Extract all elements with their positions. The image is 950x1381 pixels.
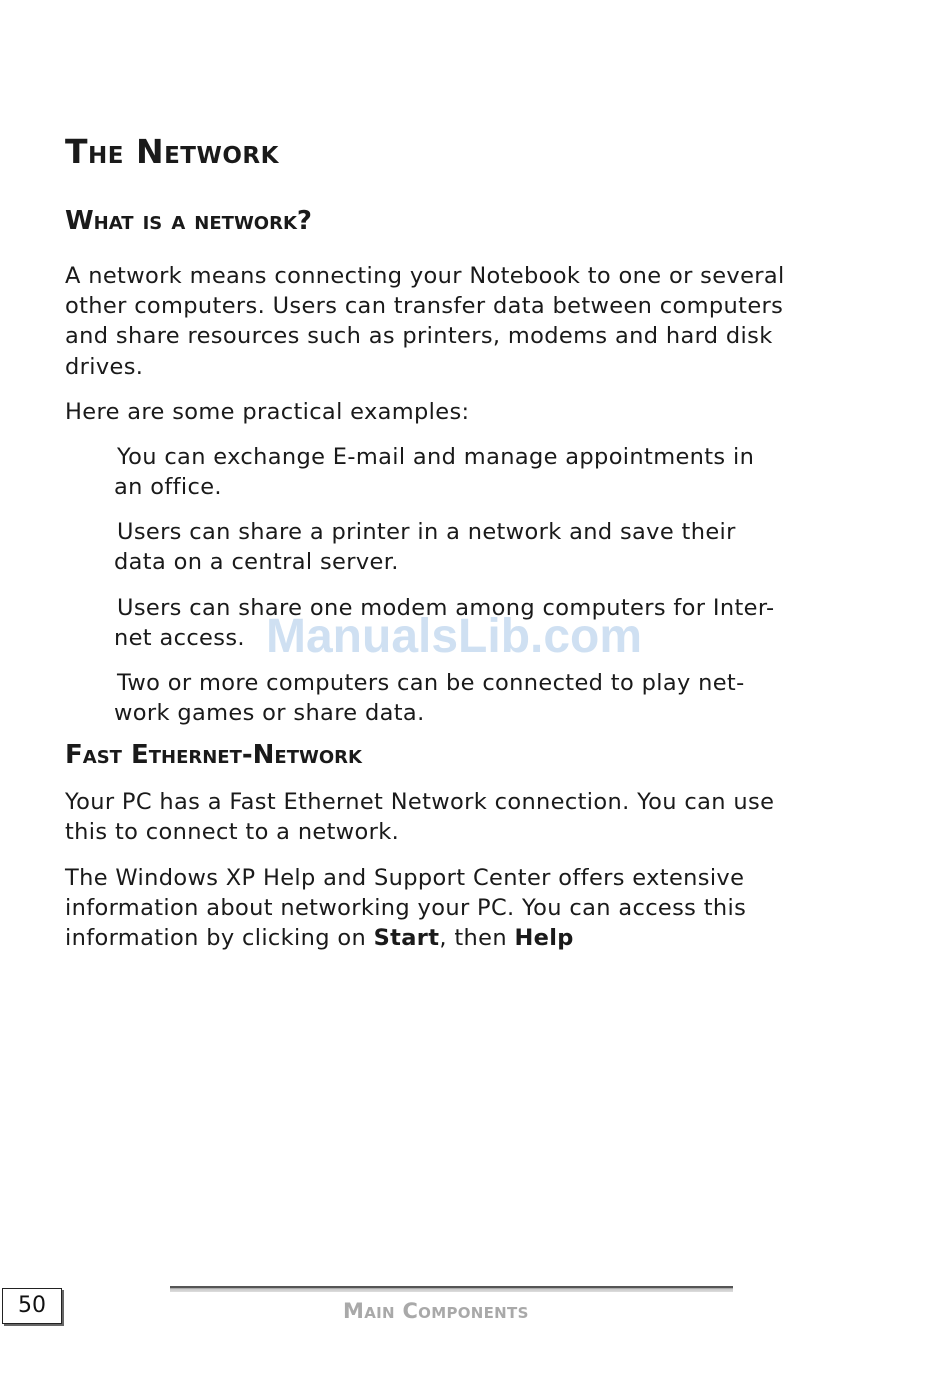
help-paragraph — [65, 863, 746, 954]
intro-paragraph — [65, 261, 785, 382]
list-item — [114, 442, 754, 502]
section-heading-fast-ethernet: Fast Ethernet-Network — [65, 740, 362, 770]
text-line: You can exchange E-mail and manage appointments in — [117, 444, 755, 470]
text-line: Your PC has a Fast Ethernet Network connection. You can use — [65, 789, 775, 815]
list-item — [114, 517, 736, 577]
text-line: Users can share a printer in a network and save their — [117, 519, 736, 545]
page-title: The Network — [65, 132, 279, 171]
text-line: information by clicking on — [65, 925, 374, 952]
text-line: data on a central server. — [114, 549, 399, 576]
list-item — [114, 668, 745, 728]
examples-intro: Here are some practical examples: — [65, 399, 470, 425]
text-line: and share resources such as printers, modems and hard disk — [65, 323, 773, 350]
section-heading-what-is-a-network: What is a network? — [65, 206, 312, 236]
text-line: , then — [439, 925, 515, 952]
text-line: net access. — [114, 625, 245, 652]
page-number: 50 — [2, 1288, 62, 1324]
text-line: this to connect to a network. — [65, 819, 400, 846]
start-menu-term: Start — [373, 925, 440, 952]
watermark: ManualsLib.com — [266, 610, 643, 663]
ethernet-paragraph — [65, 787, 774, 847]
text-line: information about networking your PC. You can access this — [65, 895, 747, 922]
text-line: A network means connecting your Notebook to one or several — [65, 263, 785, 289]
text-line: other computers. Users can transfer data between computers — [65, 293, 784, 320]
text-line: Two or more computers can be connected to play net- — [117, 670, 745, 696]
text-line: work games or share data. — [114, 700, 425, 727]
footer-divider — [170, 1286, 733, 1292]
list-item — [114, 593, 774, 653]
text-line: The Windows XP Help and Support Center offers extensive — [65, 865, 745, 891]
text-line: Users can share one modem among computers for Inter- — [117, 595, 775, 621]
help-menu-term: Help — [514, 925, 574, 952]
chapter-title: Main Components — [343, 1299, 529, 1323]
text-line: drives. — [65, 353, 144, 380]
text-line: an office. — [114, 474, 222, 501]
